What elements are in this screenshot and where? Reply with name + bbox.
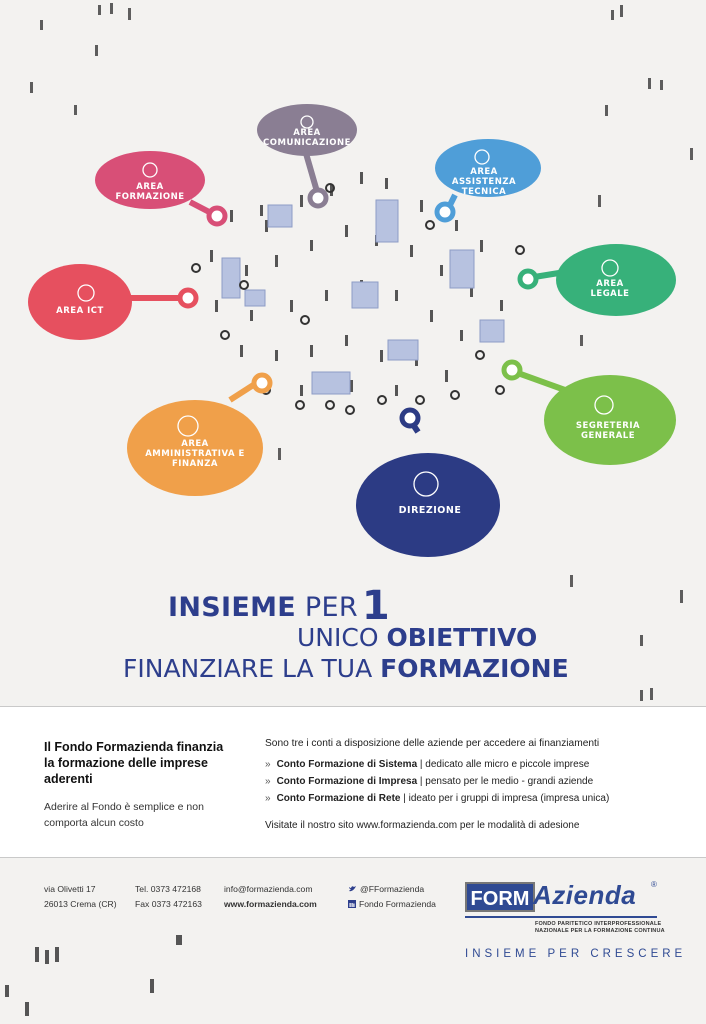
info-section (0, 706, 706, 858)
bubble-segreteria (544, 375, 676, 465)
account-name: Conto Formazione di Rete (276, 793, 401, 804)
chevron-icon: » (265, 776, 271, 787)
accounts-list (265, 759, 609, 810)
accounts-intro: Sono tre i conti a disposizione delle aziende per accedere ai finanziamenti (265, 738, 600, 749)
linkedin-name: Fondo Formazienda (359, 899, 436, 909)
account-name: Conto Formazione di Impresa (276, 776, 418, 787)
headline-unico: UNICO (297, 623, 387, 652)
email-link[interactable]: info@formazienda.com (224, 884, 313, 894)
logo-form: FORM (465, 882, 535, 912)
headline-formazione: FORMAZIONE (380, 654, 569, 683)
label-amministrativa: AREA AMMINISTRATIVA E FINANZA (145, 439, 245, 469)
logo-azienda: Azienda (533, 880, 637, 910)
label-assistenza: AREA ASSISTENZA TECNICA (451, 167, 517, 197)
visit-text: Visitate il nostro sito www.formazienda.com per le modalità di adesione (265, 820, 580, 831)
headline-obiettivo: OBIETTIVO (386, 623, 538, 652)
headline-finanziare: FINANZIARE LA TUA (123, 654, 381, 683)
account-desc: | dedicato alle micro e piccole imprese (417, 759, 590, 770)
label-comunicazione: AREA COMUNICAZIONE (263, 128, 351, 148)
logo-line-1: FONDO PARITETICO INTERPROFESSIONALE (535, 921, 662, 927)
address-street: via Olivetti 17 (44, 884, 96, 894)
tagline: INSIEME PER CRESCERE (465, 948, 687, 960)
account-item (265, 776, 609, 793)
account-item (265, 793, 609, 810)
label-segreteria: SEGRETERIA GENERALE (575, 421, 641, 441)
headline-per: PER (296, 592, 358, 623)
chevron-icon: » (265, 793, 271, 804)
logo-divider (465, 916, 657, 918)
address-city: 26013 Crema (CR) (44, 899, 117, 909)
headline-line-2 (297, 623, 537, 652)
account-name: Conto Formazione di Sistema (276, 759, 418, 770)
fund-subtitle: Aderire al Fondo è semplice e non comporta alcun costo (44, 801, 204, 829)
bubbles (28, 104, 676, 557)
logo-registered: ® (651, 880, 657, 889)
label-direzione: DIREZIONE (398, 505, 462, 516)
buildings (222, 200, 504, 394)
website-text: www.formazienda.com (224, 899, 317, 909)
bubble-ict (28, 264, 132, 340)
phone-fax: Fax 0373 472163 (135, 899, 202, 909)
phone-tel: Tel. 0373 472168 (135, 884, 201, 894)
label-ict: AREA ICT (56, 306, 104, 316)
label-legale: AREA LEGALE (590, 279, 630, 299)
account-desc: | ideato per i gruppi di impresa (impresa unica) (400, 793, 610, 804)
headline-line-3 (123, 654, 569, 683)
headline-insieme: INSIEME (168, 592, 296, 623)
fund-title: Il Fondo Formazienda finanzia la formazione delle imprese aderenti (44, 740, 224, 786)
logo-line-2: NAZIONALE PER LA FORMAZIONE CONTINUA (535, 928, 665, 934)
twitter-handle: @FFormazienda (360, 884, 425, 894)
account-desc: | pensato per le medio - grandi aziende (417, 776, 594, 787)
label-formazione: AREA FORMAZIONE (115, 182, 185, 202)
chevron-icon: » (265, 759, 271, 770)
account-item (265, 759, 609, 776)
headline-number: 1 (361, 583, 391, 629)
